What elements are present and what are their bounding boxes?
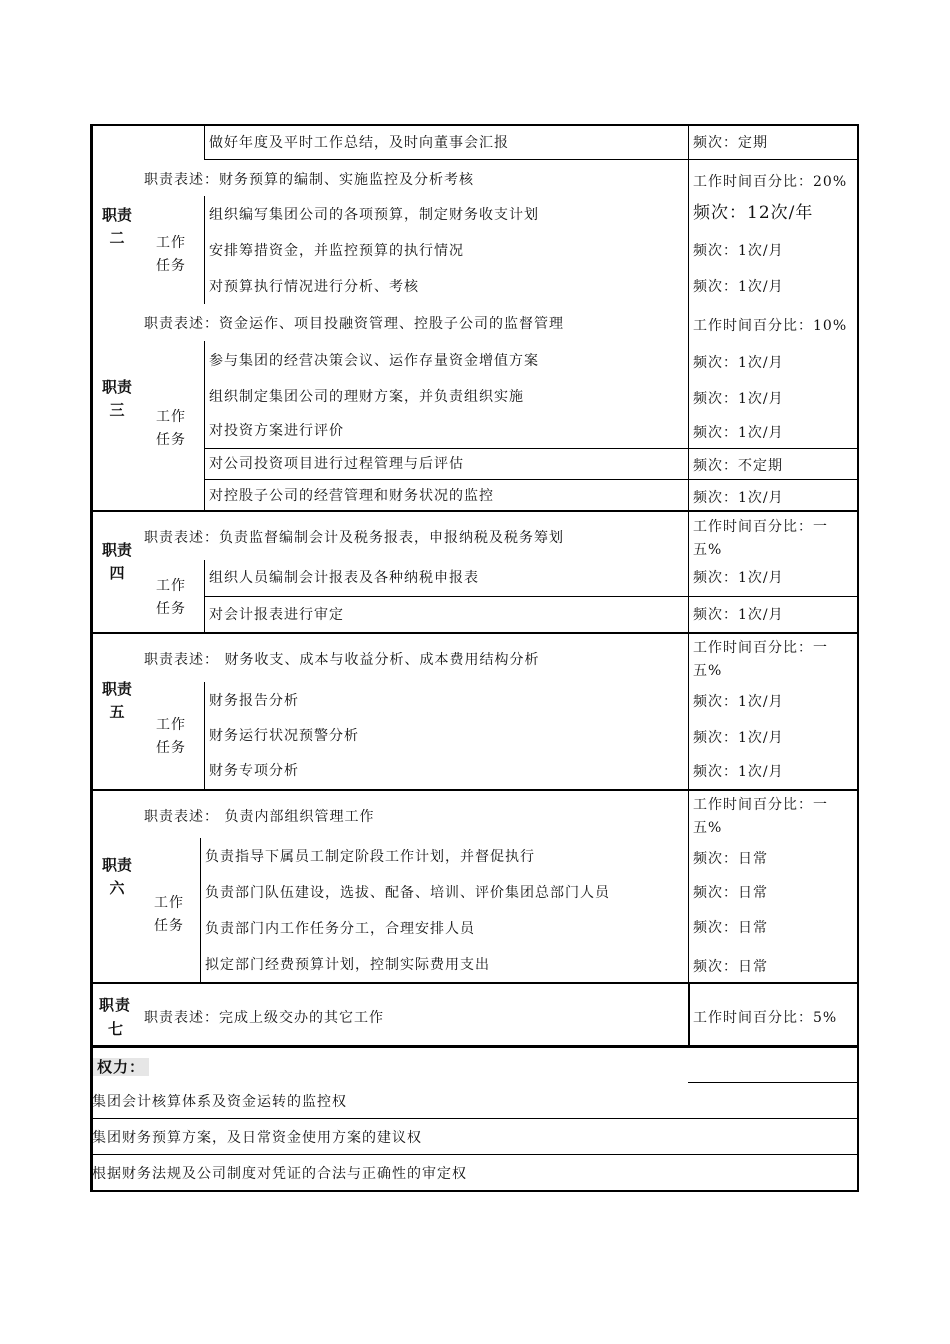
task-column-rule	[204, 560, 205, 632]
frequency-text: 频次：1次/月	[693, 355, 784, 371]
task-text: 组织编写集团公司的各项预算，制定财务收支计划	[209, 207, 539, 223]
frequency-text: 频次：1次/月	[693, 243, 784, 259]
duty-6-time-percent: 工作时间百分比：一五%	[693, 797, 828, 836]
frequency-text: 频次：1次/月	[693, 279, 784, 295]
frequency-text: 频次：1次/月	[693, 764, 784, 780]
frequency-text: 频次：日常	[693, 851, 768, 867]
duty-4-tasks-label: 工作任务	[156, 578, 186, 617]
freq-column-rule	[688, 124, 689, 982]
duty-6-tasks-label: 工作任务	[154, 895, 184, 934]
frequency-text: 频次：定期	[693, 135, 768, 151]
freq-column-rule	[688, 982, 690, 1046]
task-text: 财务专项分析	[209, 763, 299, 779]
row-divider	[204, 448, 859, 449]
duty-6-description: 职责表述： 负责内部组织管理工作	[144, 809, 375, 825]
frequency-text: 频次：1次/月	[693, 607, 784, 623]
task-column-rule	[204, 124, 205, 160]
duty-4-description: 职责表述：负责监督编制会计及税务报表，申报纳税及税务筹划	[144, 530, 564, 546]
table-border-left	[90, 124, 93, 1192]
task-text: 对会计报表进行审定	[209, 607, 344, 623]
section-divider	[90, 789, 859, 791]
duty-2-tasks-label: 工作任务	[156, 235, 186, 274]
frequency-text: 频次：1次/月	[693, 730, 784, 746]
task-text: 负责部门队伍建设，选拔、配备、培训、评价集团总部门人员	[205, 885, 610, 901]
authority-heading-shade	[93, 1048, 857, 1082]
table-border-bottom	[90, 1190, 859, 1192]
duty-5-tasks-label: 工作任务	[156, 717, 186, 756]
task-text: 对预算执行情况进行分析、考核	[209, 279, 419, 295]
row-divider	[204, 479, 859, 480]
frequency-text: 频次：12次/年	[693, 203, 814, 223]
authority-heading: 权力：	[93, 1058, 149, 1076]
duty-2-label: 职责二	[102, 206, 133, 247]
task-text: 安排筹措资金，并监控预算的执行情况	[209, 243, 464, 259]
row-divider	[90, 1118, 859, 1119]
section-divider	[90, 510, 859, 512]
task-text: 组织人员编制会计报表及各种纳税申报表	[209, 570, 479, 586]
row-divider	[90, 1154, 859, 1155]
frequency-text: 频次：1次/月	[693, 425, 784, 441]
duty-3-label: 职责三	[102, 378, 133, 419]
frequency-text: 频次：1次/月	[693, 490, 784, 506]
task-text: 对投资方案进行评价	[209, 423, 344, 439]
task-column-rule	[204, 196, 205, 304]
duty-3-tasks-label: 工作任务	[156, 409, 186, 448]
duty-7-label-line1: 职责	[99, 996, 132, 1014]
task-text: 参与集团的经营决策会议、运作存量资金增值方案	[209, 353, 539, 369]
duty-7-time-percent: 工作时间百分比：5%	[693, 1010, 838, 1026]
duty-2-time-percent: 工作时间百分比：20%	[693, 174, 848, 190]
frequency-text: 频次：1次/月	[693, 391, 784, 407]
row-divider	[204, 159, 859, 160]
job-description-table	[90, 124, 859, 1192]
duty-3-time-percent: 工作时间百分比：10%	[693, 318, 848, 334]
duty-2-description: 职责表述：财务预算的编制、实施监控及分析考核	[144, 172, 474, 188]
authority-item: 根据财务法规及公司制度对凭证的合法与正确性的审定权	[92, 1166, 467, 1182]
task-text: 组织制定集团公司的理财方案，并负责组织实施	[209, 389, 524, 405]
duty-3-description: 职责表述：资金运作、项目投融资管理、控股子公司的监督管理	[144, 316, 564, 332]
task-text: 财务报告分析	[209, 693, 299, 709]
duty-5-description: 职责表述： 财务收支、成本与收益分析、成本费用结构分析	[144, 652, 540, 668]
table-border-top	[90, 124, 859, 126]
task-text: 负责指导下属员工制定阶段工作计划，并督促执行	[205, 849, 535, 865]
task-text: 对公司投资项目进行过程管理与后评估	[209, 456, 464, 472]
authority-item: 集团会计核算体系及资金运转的监控权	[92, 1094, 347, 1110]
frequency-text: 频次：不定期	[693, 458, 783, 474]
task-column-rule	[204, 682, 205, 789]
task-column-rule	[200, 838, 201, 982]
task-text: 负责部门内工作任务分工，合理安排人员	[205, 921, 475, 937]
authority-item: 集团财务预算方案，及日常资金使用方案的建议权	[92, 1130, 422, 1146]
task-text: 财务运行状况预警分析	[209, 728, 359, 744]
duty-6-label: 职责六	[102, 856, 133, 897]
duty-5-time-percent: 工作时间百分比：一五%	[693, 640, 828, 679]
section-divider	[90, 632, 859, 634]
duty-4-time-percent: 工作时间百分比：一五%	[693, 519, 828, 558]
section-divider	[90, 982, 859, 984]
table-border-right	[857, 124, 859, 1192]
frequency-text: 频次：日常	[693, 920, 768, 936]
row-divider	[688, 1082, 859, 1083]
duty-4-label: 职责四	[102, 541, 133, 582]
task-text: 对控股子公司的经营管理和财务状况的监控	[209, 488, 494, 504]
task-column-rule	[204, 341, 205, 510]
duty-7-description: 职责表述：完成上级交办的其它工作	[144, 1010, 384, 1026]
duty-5-label: 职责五	[102, 680, 133, 721]
duty-7-label-line2: 七	[108, 1020, 125, 1038]
frequency-text: 频次：日常	[693, 885, 768, 901]
row-divider	[204, 596, 859, 597]
task-text: 做好年度及平时工作总结，及时向董事会汇报	[209, 135, 509, 151]
frequency-text: 频次：日常	[693, 959, 768, 975]
frequency-text: 频次：1次/月	[693, 694, 784, 710]
task-text: 拟定部门经费预算计划，控制实际费用支出	[205, 957, 490, 973]
frequency-text: 频次：1次/月	[693, 570, 784, 586]
